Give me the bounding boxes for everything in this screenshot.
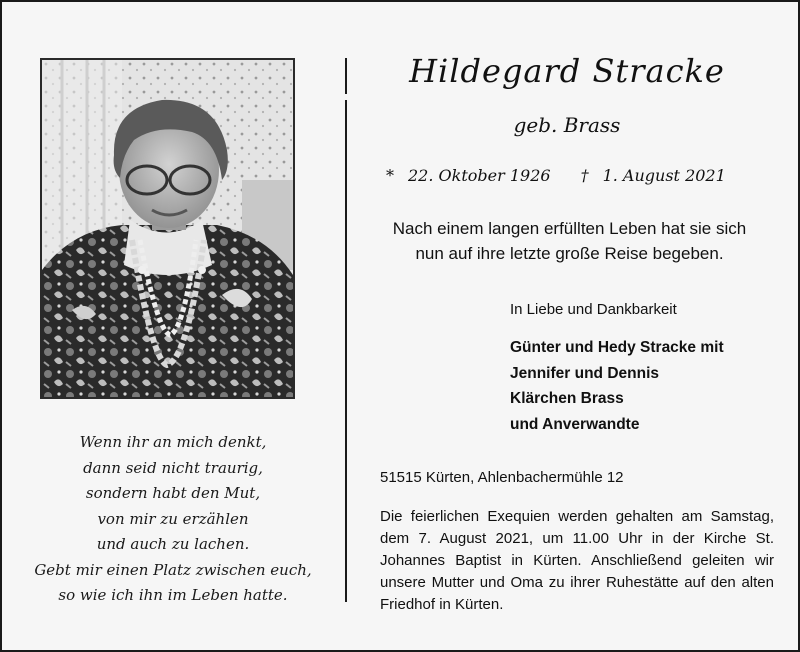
- poem-line: Gebt mir einen Platz zwischen euch,: [34, 560, 312, 579]
- lead-text: [352, 216, 787, 266]
- poem-line: sondern habt den Mut,: [85, 484, 261, 502]
- poem-line: Wenn ihr an mich denkt,: [79, 433, 267, 451]
- poem-line: so wie ich ihn im Leben hatte.: [58, 586, 288, 604]
- lead-line: Nach einem langen erfüllten Leben hat sie sich: [392, 219, 747, 238]
- death-symbol: †: [580, 166, 589, 185]
- life-dates: [386, 166, 746, 185]
- poem-line: von mir zu erzählen: [97, 509, 249, 528]
- poem-line: und auch zu lachen.: [96, 535, 250, 553]
- birth-name: geb. Brass: [513, 113, 621, 137]
- divider-line-long: [345, 100, 347, 602]
- address: 51515 Kürten, Ahlenbachermühle 12: [380, 469, 624, 486]
- poem-line: dann seid nicht traurig,: [83, 458, 263, 477]
- service-announcement: Die feierlichen Exequien werden gehalten am Samstag, dem 7. August 2021, um 11.00 Uhr in der Kirche St. Johannes Baptist in Kürten. Anschließend geleiten wir unsere Mutter und Oma zu ihrer Ruhestätte auf den alten Friedhof in Kürten.: [380, 508, 774, 613]
- mourner-line: und Anverwandte: [510, 415, 640, 433]
- mourner-line: Günter und Hedy Stracke mit: [510, 339, 724, 356]
- mourners-list: [510, 335, 724, 437]
- mourner-line: Jennifer und Dennis: [510, 364, 659, 382]
- birth-date: 22. Oktober 1926: [408, 166, 551, 185]
- birth-symbol: *: [386, 166, 394, 185]
- portrait-illustration: [42, 60, 293, 397]
- lead-line: nun auf ihre letzte große Reise begeben.: [415, 244, 724, 263]
- mourner-line: Klärchen Brass: [510, 390, 624, 407]
- deceased-name: Hildegard Stracke: [409, 52, 725, 90]
- memorial-poem: [12, 430, 334, 609]
- dedication: In Liebe und Dankbarkeit: [510, 301, 677, 318]
- portrait-photo: [40, 58, 295, 399]
- death-date: 1. August 2021: [602, 166, 726, 185]
